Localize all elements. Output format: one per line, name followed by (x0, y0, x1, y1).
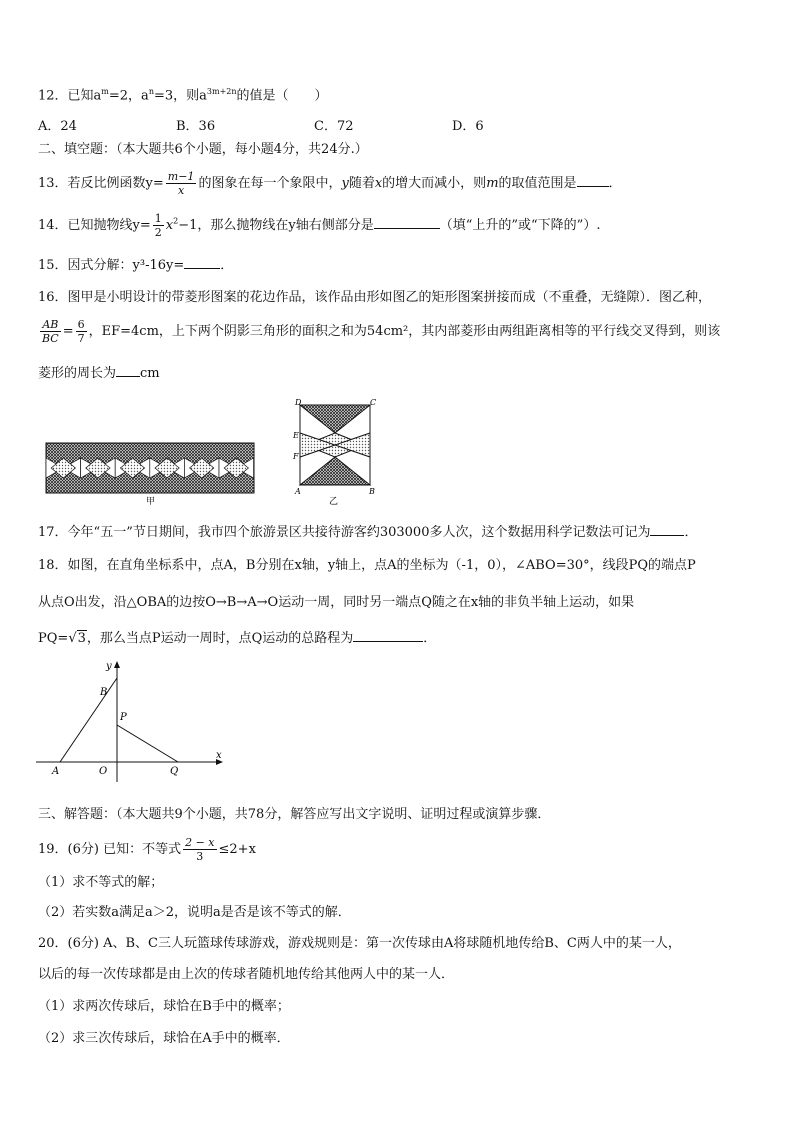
fig-yi-label-F: F (293, 452, 299, 461)
q16-fraction-6-7 (76, 318, 87, 345)
question-14 (38, 212, 600, 239)
question-18-line3 (38, 629, 436, 648)
question-16-line3 (38, 364, 160, 383)
question-20-line1: 20．(6分) A、B、C三人玩篮球传球游戏，游戏规则是：第一次传球由A将球随机地传给B、C两人中的某一人， (38, 936, 681, 951)
section-3-heading: 三、解答题：（本大题共9个小题，共78分，解答应写出文字说明、证明过程或演算步骤． (38, 807, 551, 822)
segment-AB (60, 678, 117, 762)
label-O: O (99, 766, 108, 777)
q12-sup-m: m (101, 87, 109, 96)
question-16-line1: 16．图甲是小明设计的带菱形图案的花边作品，该作品由形如图乙的矩形图案拼接而成（不重叠，无缝隙）．图乙种， (38, 290, 712, 305)
q16-frac-den: BC (42, 332, 59, 345)
question-18-line2: 从点O出发，沿△OBA的边按O→B→A→O运动一周，同时另一端点Q随之在x轴的非负半轴上运动，如果 (38, 595, 635, 610)
q16-fraction-ab-bc (40, 318, 61, 345)
q14-var-x: x (165, 218, 174, 233)
q19-frac-den: 3 (196, 850, 204, 863)
q14-frac-den: 2 (154, 226, 162, 239)
figure-jia-label: 甲 (146, 497, 156, 505)
label-A: A (52, 766, 60, 777)
label-y: y (106, 661, 112, 672)
q12-sup-3m2n: 3m+2n (206, 87, 237, 96)
question-18-line1: 18．如图，在直角坐标系中，点A，B分别在x轴，y轴上，点A的坐标为（-1，0），∠ABO=30°，线段PQ的端点P (38, 558, 696, 573)
q18-sqrt-value: 3 (77, 631, 86, 646)
q14-sup: 2 (173, 216, 179, 226)
q14-end: （填“上升的”或“下降的”）. (439, 218, 601, 233)
question-20-line2: 以后的每一次传球都是由上次的传球者随机地传给其他两人中的某一人． (38, 967, 455, 982)
question-20-part1: （1）求两次传球后，球恰在B手中的概率； (38, 999, 290, 1014)
segment-PQ (117, 725, 178, 762)
q18-answer-blank[interactable] (353, 629, 423, 642)
q12-text-a: 12．已知a (38, 88, 102, 104)
q13-frac-num: m−1 (167, 170, 195, 183)
fig-yi-label-D: D (295, 398, 302, 407)
q13-var-x: x (374, 176, 383, 191)
q14-pre: 14．已知抛物线y= (38, 218, 151, 233)
q13-post-a: 的图象在每一个象限中， (198, 176, 342, 191)
q12-sup-n: n (148, 87, 154, 96)
q12-option-d[interactable]: D．6 (452, 119, 484, 134)
q19-frac-num: 2 − x (185, 836, 215, 849)
q15-end: ． (220, 258, 234, 273)
y-axis-arrow-icon (114, 661, 120, 668)
q18-sqrt: √3 (68, 631, 86, 646)
q14-frac-num: 1 (154, 212, 162, 225)
q13-frac-den: x (178, 184, 185, 197)
question-16-line2 (38, 318, 720, 345)
q16-line3-a: 菱形的周长为 (38, 366, 117, 381)
question-17 (38, 523, 697, 542)
q14-post: −1，那么抛物线在y轴右侧部分是 (178, 218, 374, 233)
q14-fraction (153, 212, 164, 239)
fig-yi-label-C: C (370, 398, 377, 407)
q16-eq: = (62, 324, 74, 339)
q17-text: 17．今年“五一”节日期间，我市四个旅游景区共接待游客约303000多人次，这个数据用科学记数法可记为 (38, 525, 651, 540)
q16-frac2-num: 6 (77, 318, 85, 331)
q17-answer-blank[interactable] (650, 523, 684, 536)
question-20-part2: （2）求三次传球后，球恰在A手中的概率． (38, 1031, 290, 1046)
label-Q: Q (170, 766, 179, 777)
fig-yi-label-A: A (295, 487, 301, 496)
q15-pre: 15．因式分解：y³-16y= (38, 258, 185, 273)
label-B: B (100, 687, 108, 698)
q13-fraction (166, 170, 197, 197)
q12-option-c[interactable]: C．72 (314, 119, 354, 134)
label-x: x (216, 750, 222, 761)
q13-post-b: 随着 (348, 176, 375, 191)
figure-jia (46, 443, 254, 493)
q16-figures (40, 395, 390, 505)
q12-option-a[interactable]: A．24 (38, 119, 77, 134)
q13-var-m: m (486, 176, 499, 191)
q12-text-d: 的值是（ ） (236, 88, 328, 104)
q18-figure (36, 660, 236, 785)
fig-yi-label-B: B (369, 487, 375, 496)
q19-fraction (183, 836, 216, 863)
q18-line3-b: ，那么当点P运动一周时，点Q运动的总路程为 (86, 631, 354, 646)
q13-end: ． (608, 176, 622, 191)
figure-yi-label: 乙 (329, 497, 339, 505)
q18-end: ． (423, 631, 437, 646)
q15-answer-blank[interactable] (184, 256, 220, 269)
question-19-part1: （1）求不等式的解； (38, 875, 164, 890)
q17-end: ． (684, 525, 698, 540)
q13-answer-blank[interactable] (577, 174, 609, 187)
figure-yi (300, 405, 370, 485)
q19-pre: 19．(6分) 已知：不等式 (38, 842, 182, 857)
q13-post-d: 的取值范围是 (498, 176, 577, 191)
q13-pre: 13．若反比例函数y= (38, 176, 164, 191)
q19-post: ≤2+x (218, 842, 256, 857)
q16-answer-blank[interactable] (116, 364, 140, 377)
q16-frac2-den: 7 (77, 332, 85, 345)
label-P: P (120, 712, 127, 723)
q16-frac-num: AB (40, 318, 61, 332)
q13-post-c: 的增大而减小，则 (382, 176, 487, 191)
section-2-heading: 二、填空题：（本大题共6个小题，每小题4分，共24分.） (38, 142, 368, 157)
q14-answer-blank[interactable] (374, 216, 440, 229)
fig-yi-label-E: E (293, 431, 299, 440)
q18-line3-a: PQ= (38, 631, 69, 646)
q12-text-b: =2，a (108, 88, 149, 104)
q12-option-b[interactable]: B．36 (176, 119, 216, 134)
q12-text-c: =3，则a (153, 88, 207, 104)
question-12-stem (38, 83, 328, 105)
q13-var-y: y (341, 176, 349, 191)
question-19-part2: （2）若实数a满足a＞2，说明a是否是该不等式的解． (38, 905, 351, 920)
question-19-stem (38, 836, 256, 863)
question-13 (38, 170, 622, 197)
q16-line2-text: ，EF=4cm，上下两个阴影三角形的面积之和为54cm²，其内部菱形由两组距离相等的平行线交叉得到，则该 (88, 324, 721, 339)
question-15 (38, 256, 233, 275)
q16-line3-b: cm (140, 366, 160, 381)
